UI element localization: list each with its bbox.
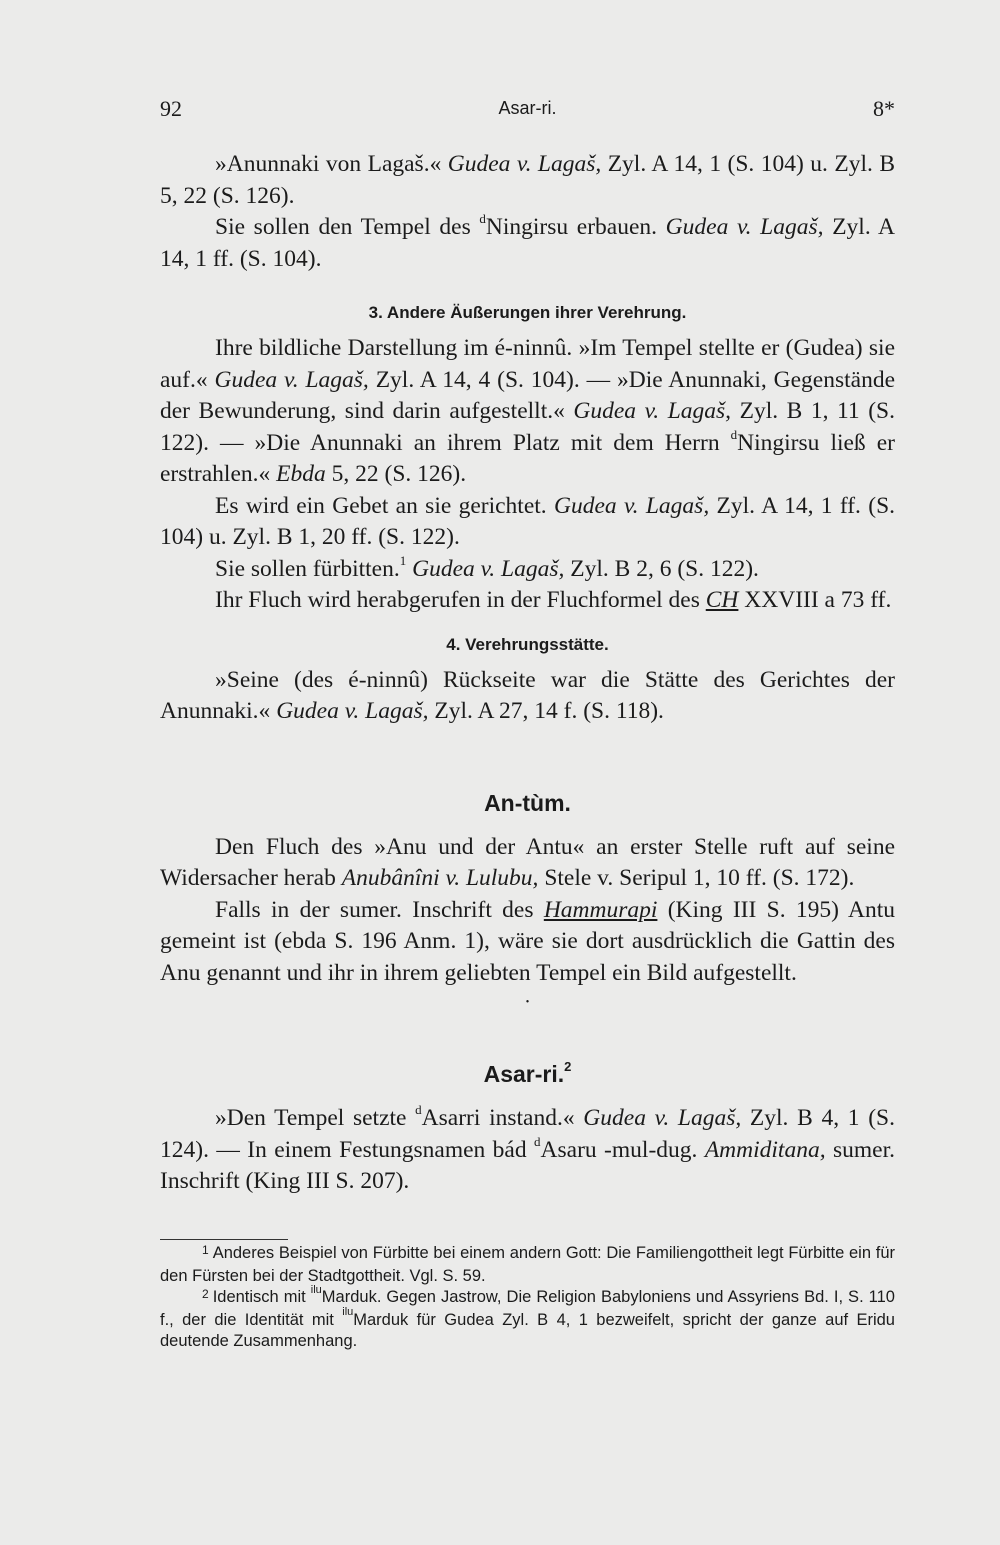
determinative: d	[415, 1102, 422, 1118]
paragraph: »Anunnaki von Lagaš.« Gudea v. Lagaš, Zyl. A 14, 1 (S. 104) u. Zyl. B 5, 22 (S. 126).	[160, 151, 895, 209]
paragraph: Ihr Fluch wird herabgerufen in der Fluchformel des CH XXVIII a 73 ff.	[215, 587, 892, 613]
paragraph: Sie sollen den Tempel des $^d$Ningirsu erbauen. Gudea v. Lagaš, Zyl. A 14, 1 ff. (S. 104).	[160, 211, 896, 272]
paragraph: Sie sollen fürbitten.$^1$ Gudea v. Lagaš, Zyl. B 2, 6 (S. 122).	[215, 552, 759, 582]
running-head	[160, 96, 895, 130]
footnote-ref: 2	[564, 1059, 572, 1075]
paragraph: »Den Tempel setzte $^d$Asarri instand.« Gudea v. Lagaš, Zyl. B 4, 1 (S. 124). — In einem Festungsnamen bád $^d$Asaru -mul-dug. Ammiditana, sumer. Inschrift (King III S. 207).	[160, 1102, 895, 1194]
determinative: d	[479, 211, 486, 227]
signature-mark: 8*	[873, 96, 895, 121]
footnotes	[160, 1243, 895, 1353]
section-heading: 4. Verehrungsstätte.	[446, 634, 609, 654]
paragraph: Falls in der sumer. Inschrift des Hammurapi (King III S. 195) Antu gemeint ist (ebda S. 196 Anm. 1), wäre sie dort ausdrücklich die Gattin des Anu genannt und ihr in ihrem geliebten Tempel ein Bild aufgestellt.	[160, 896, 895, 986]
abbreviation-ch: CH	[705, 587, 739, 613]
footnote: $^1$ Anderes Beispiel von Fürbitte bei einem andern Gott: Die Familiengottheit legt Fürbitte ein für den Fürsten bei der Stadtgottheit. Vgl. S. 59.	[160, 1243, 895, 1285]
footnote: $^2$ Identisch mit $^{ilu}$Marduk. Gegen Jastrow, Die Religion Babyloniens und Assyriens Bd. I, S. 110 f., der die Identität mit $^{ilu}$Marduk für Gudea Zyl. B 4, 1 bezweifelt, spricht der ganze auf Eridu deutende Zusammenhang.	[160, 1283, 895, 1350]
determinative: d	[534, 1133, 541, 1149]
paragraph: Es wird ein Gebet an sie gerichtet. Gudea v. Lagaš, Zyl. A 14, 1 ff. (S. 104) u. Zyl. B 1, 20 ff. (S. 122).	[160, 492, 896, 550]
main-text: »Anunnaki von Lagaš.« Gudea v. Lagaš, Zyl. A 14, 1 (S. 104) u. Zyl. B 5, 22 (S. 126). Sie sollen den Tempel des $^d$Ningirsu erbauen. Gudea v. Lagaš, Zyl. A 14, 1 ff. (S. 104). 3. Andere Äußerungen ihrer Verehrung. Ihre bildliche Darstellung im é-ninnû. »Im Tempel stellte er (Gudea) sie auf.« Gudea v. Lagaš, Zyl. A 14, 4 (S. 104). — »Die Anunnaki, Gegenstände der Bewunderung, sind darin aufgestellt.« Gudea v. Lagaš, Zyl. B 1, 11 (S. 122). — »Die Anunnaki an ihrem Platz mit dem Herrn $^d$Ningirsu ließ er erstrahlen.« Ebda 5, 22 (S. 126). Es wird ein Gebet an sie gerichtet. Gudea v. Lagaš, Zyl. A 14, 1 ff. (S. 104) u. Zyl. B 1, 20 ff. (S. 122). Sie sollen fürbitten.$^1$ Gudea v. Lagaš, Zyl. B 2, 6 (S. 122). Ihr Fluch wird herabgerufen in der Fluchformel des CH XXVIII a 73 ff. 4. Verehrungsstätte. »Seine (des é-ninnû) Rückseite war die Stätte des Gerichtes der Anunnaki.« Gudea v. Lagaš, Zyl. A 27, 14 f. (S. 118). An-tùm. Den Fluch des »Anu und der Antu« an erster Stelle ruft auf seine Widersacher herab Anubânîni v. Lulubu, Stele v. Seripul 1, 10 ff. (S. 172). Falls in der sumer. Inschrift des Hammurapi (King III S. 195) Antu gemeint ist (ebda S. 196 Anm. 1), wäre sie dort ausdrücklich die Gattin des Anu genannt und ihr in ihrem geliebten Tempel ein Bild aufgestellt. • Asar-ri.$^2$ »Den Tempel setzte $^d$Asarri instand.« Gudea v. Lagaš, Zyl. B 4, 1 (S. 124). — In einem Festungsnamen bád $^d$Asaru -mul-dug. Ammiditana, sumer. Inschrift (King III S. 207).	[160, 149, 895, 1198]
footnote-ref: 1	[399, 552, 407, 568]
entry-title: An-tùm.	[484, 789, 571, 816]
paragraph: Ihre bildliche Darstellung im é-ninnû. »Im Tempel stellte er (Gudea) sie auf.« Gudea v. Lagaš, Zyl. A 14, 4 (S. 104). — »Die Anunnaki, Gegenstände der Bewunderung, sind darin aufgestellt.« Gudea v. Lagaš, Zyl. B 1, 11 (S. 122). — »Die Anunnaki an ihrem Platz mit dem Herrn $^d$Ningirsu ließ er erstrahlen.« Ebda 5, 22 (S. 126).	[160, 335, 896, 487]
paragraph: Den Fluch des »Anu und der Antu« an erster Stelle ruft auf seine Widersacher herab Anubânîni v. Lulubu, Stele v. Seripul 1, 10 ff. (S. 172).	[160, 833, 895, 891]
running-title: Asar-ri.	[498, 98, 557, 118]
determinative: d	[730, 426, 738, 442]
entry-title: Asar-ri.$^2$	[483, 1059, 572, 1087]
paragraph: »Seine (des é-ninnû) Rückseite war die Stätte des Gerichtes der Anunnaki.« Gudea v. Lagaš, Zyl. A 27, 14 f. (S. 118).	[160, 666, 895, 724]
page-number: 92	[160, 96, 182, 121]
footnote-rule	[160, 1239, 288, 1240]
section-heading: 3. Andere Äußerungen ihrer Verehrung.	[368, 303, 687, 322]
